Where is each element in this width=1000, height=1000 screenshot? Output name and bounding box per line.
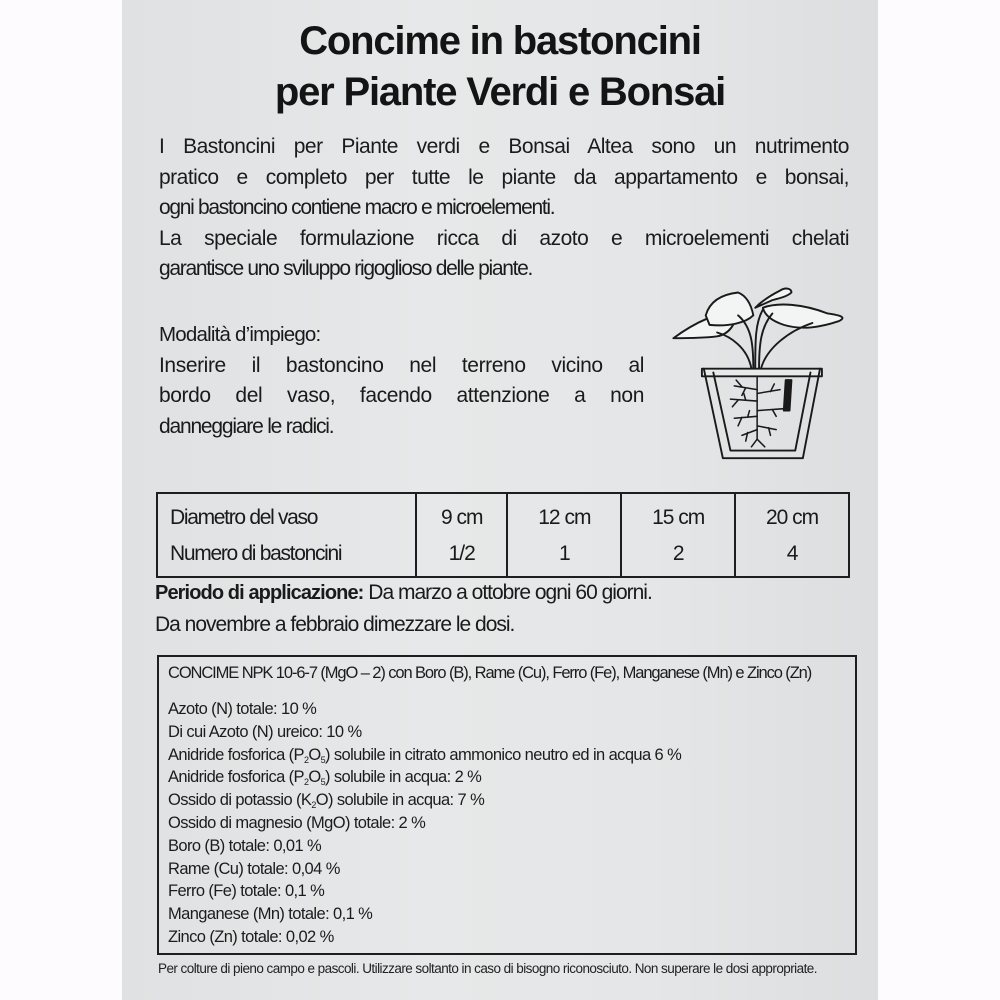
- description-line: garantisce uno sviluppo rigoglioso delle piante.: [159, 257, 533, 280]
- composition-box: [157, 655, 857, 955]
- usage-line: danneggiare le radici.: [159, 414, 334, 438]
- product-title-line-1: Concime in bastoncini: [299, 19, 701, 63]
- composition-item: Anidride fosforica $(P_2O_5)$ solubile in citrato ammonico neutro ed in acqua 6 %: [168, 745, 682, 765]
- table-cell: 1: [507, 536, 621, 577]
- dosage-table: [156, 492, 850, 578]
- product-description: [159, 132, 849, 285]
- table-cell: 20 cm: [735, 493, 849, 536]
- table-cell: 2: [621, 536, 735, 577]
- description-line: I Bastoncini per Piante verdi e Bonsai Altea sono un nutrimento: [159, 135, 849, 158]
- composition-item: Di cui Azoto (N) ureico: 10 %: [168, 722, 362, 741]
- table-row-pot-diameter: [157, 493, 849, 536]
- composition-item: Ossido di potassio $(K_2O)$ solubile in acqua: 7 %: [168, 791, 485, 811]
- composition-header: CONCIME NPK 10-6-7 (MgO – 2) con Boro (B), Rame (Cu), Ferro (Fe), Manganese (Mn) e Zinco (Zn): [168, 664, 812, 682]
- composition-item: Azoto (N) totale: 10 %: [168, 700, 317, 718]
- table-cell: 1/2: [416, 536, 507, 577]
- table-row-stick-count: [157, 536, 849, 577]
- table-cell: 9 cm: [416, 493, 507, 536]
- footer-disclaimer: Per colture di pieno campo e pascoli. Utilizzare soltanto in caso di bisogno riconosciuto. Non superare le dosi appropriate.: [158, 961, 817, 976]
- composition-item: Rame (Cu) totale: 0,04 %: [168, 859, 340, 878]
- composition-item: Ferro (Fe) totale: 0,1 %: [168, 882, 325, 901]
- table-cell: 4: [735, 536, 849, 577]
- row-label: Diametro del vaso: [170, 506, 318, 529]
- potted-plant-icon: [660, 275, 860, 470]
- product-title-line-2: per Piante Verdi e Bonsai: [274, 70, 726, 114]
- usage-heading: Modalità d’impiego:: [159, 323, 321, 346]
- usage-instructions: [159, 320, 644, 442]
- application-period: [155, 577, 652, 641]
- usage-line: bordo del vaso, facendo attenzione a non: [159, 384, 644, 407]
- composition-item: Anidride fosforica $(P_2O_5)$ solubile in acqua: 2 %: [168, 768, 482, 788]
- product-label: [122, 0, 878, 1000]
- composition-item: Ossido di magnesio (MgO) totale: 2 %: [168, 813, 426, 832]
- description-line: ogni bastoncino contiene macro e microelementi.: [159, 196, 555, 219]
- period-text: Da marzo a ottobre ogni 60 giorni.: [368, 581, 652, 604]
- table-cell: 15 cm: [621, 493, 735, 536]
- composition-list: [168, 698, 681, 949]
- usage-line: Inserire il bastoncino nel terreno vicino al: [159, 353, 644, 377]
- row-label: Numero di bastoncini: [170, 542, 342, 565]
- period-winter-note: Da novembre a febbraio dimezzare le dosi.: [155, 613, 515, 636]
- period-label: Periodo di applicazione:: [155, 582, 364, 604]
- table-cell: 12 cm: [507, 493, 621, 536]
- composition-item: Manganese (Mn) totale: 0,1 %: [168, 905, 373, 924]
- composition-item: Zinco (Zn) totale: 0,02 %: [168, 927, 334, 946]
- composition-item: Boro (B) totale: 0,01 %: [168, 836, 322, 855]
- description-line: pratico e completo per tutte le piante da appartamento e bonsai,: [159, 165, 849, 189]
- description-line: La speciale formulazione ricca di azoto e microelementi chelati: [159, 226, 849, 250]
